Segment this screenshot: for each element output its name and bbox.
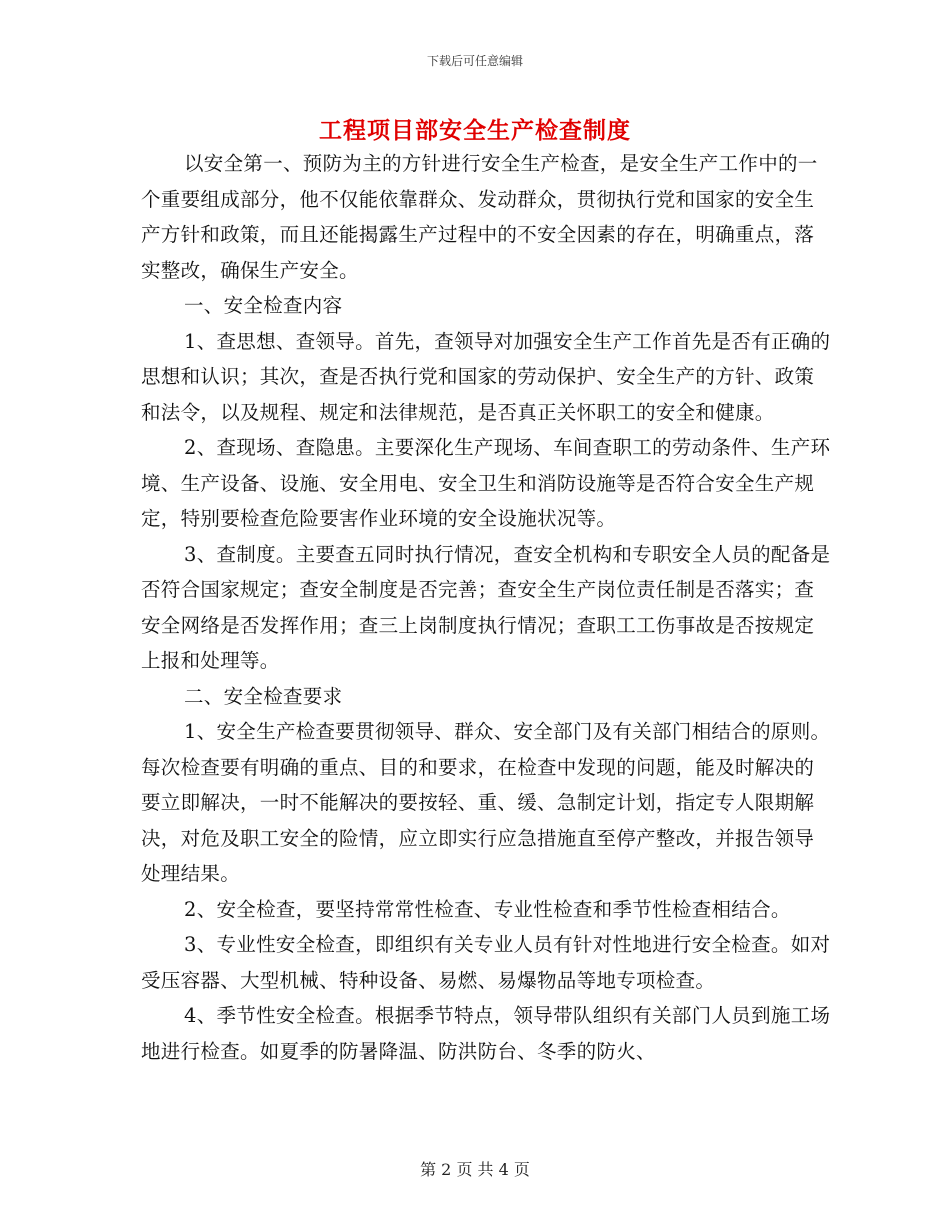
paragraph-check-thinking: 1、查思想、查领导。首先，查领导对加强安全生产工作首先是否有正确的思想和认识；其次，查是否执行党和国家的劳动保护、安全生产的方针、政策和法令，以及规程、规定和法律规范，是否真正关怀职工的安全和健康。 <box>141 329 831 424</box>
paragraph-requirement-4: 4、季节性安全检查。根据季节特点，领导带队组织有关部门人员到施工场地进行检查。如夏季的防暑降温、防洪防台、冬季的防火、 <box>141 1004 831 1063</box>
section-heading-inspection-requirements: 二、安全检查要求 <box>184 684 343 708</box>
document-body <box>141 146 831 1069</box>
paragraph-requirement-3: 3、专业性安全检查，即组织有关专业人员有针对性地进行安全检查。如对受压容器、大型机械、特种设备、易燃、易爆物品等地专项检查。 <box>141 933 831 992</box>
paragraph-check-system: 3、查制度。主要查五同时执行情况，查安全机构和专职安全人员的配备是否符合国家规定；查安全制度是否完善；查安全生产岗位责任制是否落实；查安全网络是否发挥作用；查三上岗制度执行情况；查职工工伤事故是否按规定上报和处理等。 <box>141 542 831 672</box>
section-heading-inspection-content: 一、安全检查内容 <box>184 294 343 317</box>
paragraph-requirement-1: 1、安全生产检查要贯彻领导、群众、安全部门及有关部门相结合的原则。每次检查要有明确的重点、目的和要求，在检查中发现的问题，能及时解决的要立即解决，一时不能解决的要按轻、重、缓、急制定计划，指定专人限期解决，对危及职工安全的险情，应立即实行应急措施直至停产整改，并报告领导处理结果。 <box>141 720 831 885</box>
page-header: 下载后可任意编辑 <box>426 54 523 68</box>
paragraph-check-site: 2、查现场、查隐患。主要深化生产现场、车间查职工的劳动条件、生产环境、生产设备、设施、安全用电、安全卫生和消防设施等是否符合安全生产规定，特别要检查危险要害作业环境的安全设施状况等。 <box>141 436 831 530</box>
paragraph-requirement-2: 2、安全检查，要坚持常常性检查、专业性检查和季节性检查相结合。 <box>184 897 791 921</box>
page-number-footer: 第 2 页 共 4 页 <box>420 1160 530 1179</box>
intro-paragraph: 以安全第一、预防为主的方针进行安全生产检查，是安全生产工作中的一个重要组成部分，他不仅能依靠群众、发动群众，贯彻执行党和国家的安全生产方针和政策，而且还能揭露生产过程中的不安全因素的存在，明确重点，落实整改，确保生产安全。 <box>141 152 818 282</box>
document-title: 工程项目部安全生产检查制度 <box>319 117 631 144</box>
